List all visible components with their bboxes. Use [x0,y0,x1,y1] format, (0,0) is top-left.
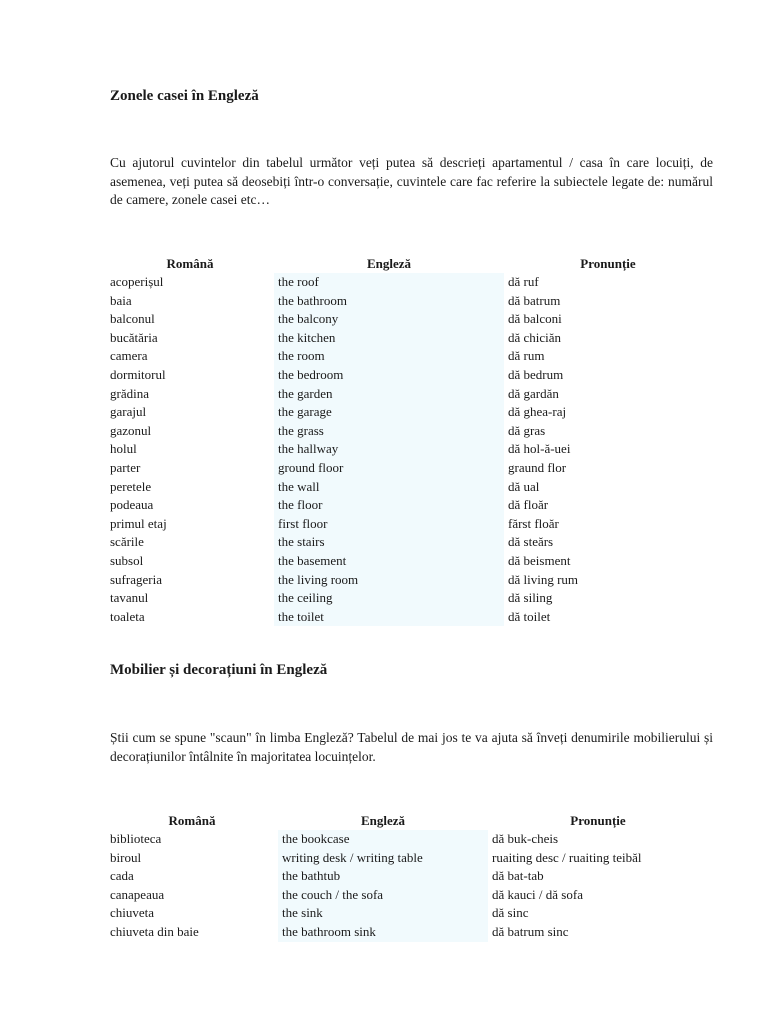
cell-pronunciation: dă bedrum [508,366,564,382]
section-title-house-areas: Zonele casei în Engleză [110,88,259,104]
column-header-romanian: Română [166,256,214,271]
cell-romanian: camera [110,348,148,364]
cell-pronunciation: dă batrum [508,292,561,308]
cell-pronunciation: dă chiciăn [508,329,562,345]
cell-english: the wall [274,478,504,497]
table-row [106,440,712,459]
cell-pronunciation: dă steărs [508,534,554,550]
table-row [106,403,712,422]
cell-english: the garage [274,403,504,422]
cell-english: the hallway [274,440,504,459]
cell-pronunciation: dă siling [508,590,553,606]
table-header-row [106,812,708,830]
cell-english: first floor [274,515,504,534]
cell-romanian: gazonul [110,422,152,438]
cell-english: the bathtub [278,867,488,886]
table-row [106,273,712,292]
table-row [106,552,712,571]
table-body [106,830,708,942]
cell-romanian: chiuveta din baie [110,923,199,939]
cell-english: the kitchen [274,329,504,348]
cell-romanian: peretele [110,478,152,494]
cell-pronunciation: graund flor [508,459,567,475]
cell-english: the grass [274,422,504,441]
table-body [106,273,712,626]
table-row [106,904,708,923]
column-header-english: Engleză [366,256,412,271]
cell-pronunciation: dă sinc [492,905,529,921]
column-header-romanian: Română [168,813,216,828]
cell-romanian: dormitorul [110,366,166,382]
cell-romanian: grădina [110,385,149,401]
cell-pronunciation: dă ruf [508,274,539,289]
cell-english: the living room [274,571,504,590]
cell-pronunciation: dă gardăn [508,385,559,401]
cell-english: the bathroom [274,292,504,311]
table-row [106,385,712,404]
table-row [106,849,708,868]
cell-english: the floor [274,496,504,515]
table-row [106,292,712,311]
cell-pronunciation: fărst floăr [508,515,559,531]
cell-pronunciation: dă balconi [508,311,562,327]
cell-romanian: biroul [110,849,142,865]
cell-pronunciation: dă batrum sinc [492,923,569,939]
section-title-furniture: Mobilier și decorațiuni în Engleză [110,662,328,678]
cell-english: the bathroom sink [278,923,488,942]
cell-romanian: sufrageria [110,571,162,587]
column-header-pronunciation: Pronunție [570,813,626,828]
table-row [106,422,712,441]
cell-english: the basement [274,552,504,571]
cell-english: writing desk / writing table [278,849,488,868]
table-row [106,886,708,905]
cell-pronunciation: ruaiting desc / ruaiting teibăl [492,849,642,865]
table-row [106,478,712,497]
cell-romanian: garajul [110,404,147,420]
cell-pronunciation: dă gras [508,422,546,438]
cell-english: the bedroom [274,366,504,385]
vocabulary-table-house-areas [106,255,712,626]
intro-paragraph-house-areas: Cu ajutorul cuvintelor din tabelul următor veți putea să descrieți apartamentul / casa în care locuiți, de asemenea, veți putea să deosebiți într-o conversație, cuvintele care fac referire la subiectele legate de: numărul de camere, zonele casei etc… [110,155,713,207]
table-row [106,459,712,478]
cell-pronunciation: dă living rum [508,571,579,587]
table-row [106,608,712,627]
cell-english: the toilet [274,608,504,627]
cell-english: the ceiling [274,589,504,608]
table-row [106,366,712,385]
column-header-pronunciation: Pronunție [580,256,636,271]
cell-pronunciation: dă hol-ă-uei [508,441,571,457]
table-row [106,310,712,329]
cell-pronunciation: dă floăr [508,497,549,513]
cell-pronunciation: dă ghea-raj [508,404,567,420]
table-row [106,830,708,849]
table-row [106,347,712,366]
cell-english: the sink [278,904,488,923]
cell-pronunciation: dă toilet [508,608,551,624]
cell-pronunciation: dă beisment [508,552,571,568]
table-row [106,496,712,515]
cell-romanian: primul etaj [110,515,167,531]
cell-romanian: subsol [110,552,144,568]
cell-english: the room [274,347,504,366]
table-row [106,867,708,886]
cell-romanian: acoperișul [110,274,164,289]
cell-romanian: baia [110,292,132,308]
cell-english: the stairs [274,533,504,552]
cell-romanian: balconul [110,311,155,327]
table-row [106,533,712,552]
table-row [106,923,708,942]
cell-pronunciation: dă kauci / dă sofa [492,886,583,902]
column-header-english: Engleză [360,813,406,828]
table-row [106,515,712,534]
cell-pronunciation: dă ual [508,478,540,494]
cell-romanian: toaleta [110,608,145,624]
cell-english: ground floor [274,459,504,478]
table-row [106,329,712,348]
cell-romanian: podeaua [110,497,154,513]
cell-pronunciation: dă bat-tab [492,868,544,884]
cell-romanian: chiuveta [110,905,155,921]
cell-romanian: canapeaua [110,886,165,902]
cell-pronunciation: dă rum [508,348,545,364]
cell-romanian: scările [110,534,144,550]
cell-romanian: tavanul [110,590,149,606]
cell-romanian: bucătăria [110,329,158,345]
cell-romanian: biblioteca [110,831,162,846]
cell-english: the balcony [274,310,504,329]
cell-english: the couch / the sofa [278,886,488,905]
cell-english: the garden [274,385,504,404]
intro-paragraph-furniture: Știi cum se spune "scaun" în limba Engleză? Tabelul de mai jos te va ajuta să înveți denumirile mobilierului și decorațiunilor întâlnite în majoritatea locuințelor. [110,730,713,764]
vocabulary-table-furniture [106,812,708,942]
table-row [106,571,712,590]
cell-pronunciation: dă buk-cheis [492,831,559,846]
cell-romanian: holul [110,441,137,457]
cell-english: the bookcase [278,830,488,849]
cell-romanian: parter [110,459,141,475]
cell-english: the roof [274,273,504,292]
cell-romanian: cada [110,868,134,884]
table-row [106,589,712,608]
table-header-row [106,255,712,273]
